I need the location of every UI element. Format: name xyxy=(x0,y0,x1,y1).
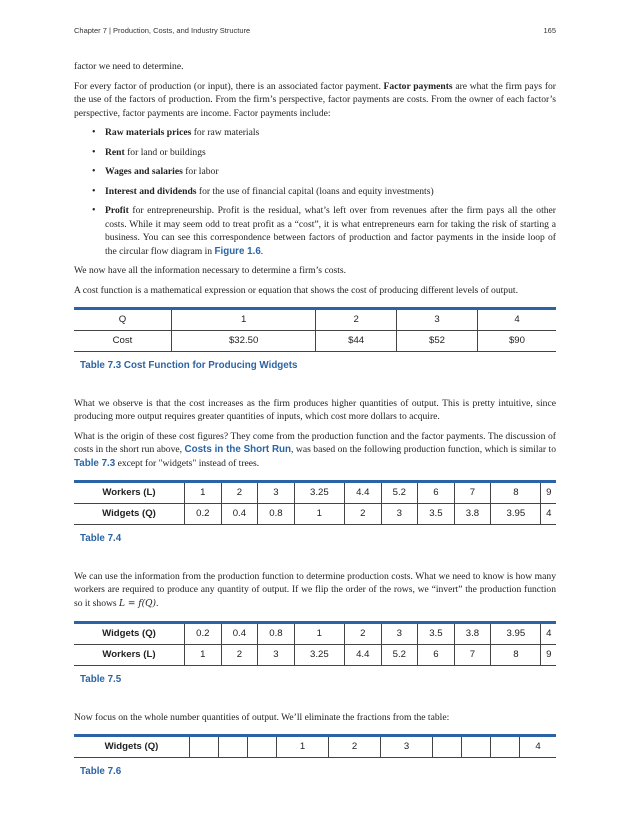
table-row xyxy=(74,504,556,525)
chapter-title: Chapter 7 | Production, Costs, and Industry Structure xyxy=(74,26,251,35)
figure-1-6-link[interactable]: Figure 1.6 xyxy=(214,245,261,257)
row-header: Widgets (Q) xyxy=(74,736,190,758)
origin-paragraph: What is the origin of these cost figures? They come from the production function and the factor payments. The discussion of costs in the short run above, Costs in the Short Run, was based on the following production function, which is similar to Table 7.3 except for "widgets" instead of trees. xyxy=(74,430,556,469)
page-header xyxy=(74,26,556,38)
table-row xyxy=(74,645,556,666)
table-cell: 1 xyxy=(185,482,222,504)
table-cell: 1 xyxy=(294,504,344,525)
table-cell: $32.50 xyxy=(172,331,316,352)
table-cell: 4 xyxy=(477,309,556,331)
costs-short-run-link[interactable]: Costs in the Short Run xyxy=(184,444,292,455)
list-item: • Rent for land or buildings xyxy=(105,146,556,160)
table-cell: 8 xyxy=(491,482,541,504)
table-cell: 1 xyxy=(294,623,344,645)
table-cell: 0.2 xyxy=(185,504,222,525)
table-cell: 0.8 xyxy=(258,623,295,645)
intro-fragment: factor we need to determine. xyxy=(74,61,184,72)
table-cell: 8 xyxy=(491,645,541,666)
factor-payments-paragraph: For every factor of production (or input), there is an associated factor payment. Factor payments are what the firm pays for the use of the factors of production. From the firm’s perspective, factor payments are costs. From the owner of each factor’s perspective, factor payments are income. Factor payments include: xyxy=(74,80,557,119)
observe-paragraph: What we observe is that the cost increases as the firm produces higher quantities of output. This is pretty intuitive, since producing more output requires greater quantities of inputs, which cost more dollars to acquire. xyxy=(74,397,556,422)
table-cell xyxy=(462,736,491,758)
table-cell: 7 xyxy=(454,645,491,666)
table-cell: 2 xyxy=(221,482,258,504)
table-cell: Cost xyxy=(74,331,172,352)
table-cell xyxy=(190,736,219,758)
row-header: Widgets (Q) xyxy=(74,623,185,645)
table-cell: 3 xyxy=(258,645,295,666)
table-7-3 xyxy=(74,307,556,352)
table-row xyxy=(74,331,556,352)
table-cell: 3 xyxy=(397,309,478,331)
table-7-6-caption: Table 7.6 xyxy=(80,766,122,777)
table-cell: 3.95 xyxy=(491,504,541,525)
table-7-4-caption: Table 7.4 xyxy=(80,533,122,544)
table-cell: 5.2 xyxy=(381,645,418,666)
page-content xyxy=(74,60,556,803)
table-cell: 2 xyxy=(316,309,397,331)
table-cell: 3.25 xyxy=(294,482,344,504)
table-cell: 2 xyxy=(221,645,258,666)
table-cell: 0.8 xyxy=(258,504,295,525)
list-item: • Profit for entrepreneurship. Profit is the residual, what’s left over from revenues after the firm pays all the other costs. While it may seem odd to treat profit as a “cost”, it is what entrepreneurs earn for taking the risk of starting a business. You can see this correspondence between factors of production and factor payments in the inside loop of the circular flow diagram in Figure 1.6. xyxy=(105,204,556,258)
table-cell: 4 xyxy=(541,504,556,525)
table-7-4 xyxy=(74,480,556,525)
table-cell: 3 xyxy=(258,482,295,504)
table-7-6 xyxy=(74,734,556,758)
table-cell: 0.4 xyxy=(221,623,258,645)
table-cell: 4.4 xyxy=(344,645,381,666)
row-header: Workers (L) xyxy=(74,482,185,504)
table-row xyxy=(74,623,556,645)
table-row xyxy=(74,736,556,758)
focus-paragraph: Now focus on the whole number quantities of output. We’ll eliminate the fractions from the table: xyxy=(74,711,450,723)
page-number: 165 xyxy=(543,26,556,35)
table-row xyxy=(74,482,556,504)
table-cell: 9 xyxy=(541,482,556,504)
table-cell: 4 xyxy=(541,623,556,645)
table-cell: 2 xyxy=(344,504,381,525)
table-cell: 2 xyxy=(329,736,381,758)
table-cell: 0.4 xyxy=(221,504,258,525)
table-7-3-caption: Table 7.3 Cost Function for Producing Widgets xyxy=(80,360,298,371)
table-cell: 3 xyxy=(381,623,418,645)
table-cell: 1 xyxy=(172,309,316,331)
list-item: • Raw materials prices for raw materials xyxy=(105,126,556,140)
table-cell: 3.25 xyxy=(294,645,344,666)
cost-function-paragraph: A cost function is a mathematical expression or equation that shows the cost of producing different levels of output. xyxy=(74,284,518,296)
table-cell xyxy=(433,736,462,758)
table-cell: 6 xyxy=(418,482,455,504)
table-cell: 3.5 xyxy=(418,504,455,525)
inverse-function-formula: L = f(Q) xyxy=(119,598,157,609)
table-cell xyxy=(491,736,520,758)
table-cell: 5.2 xyxy=(381,482,418,504)
table-row xyxy=(74,309,556,331)
table-cell: $90 xyxy=(477,331,556,352)
table-cell: 0.2 xyxy=(185,623,222,645)
table-cell: 4.4 xyxy=(344,482,381,504)
row-header: Widgets (Q) xyxy=(74,504,185,525)
info-paragraph: We now have all the information necessary to determine a firm’s costs. xyxy=(74,265,347,276)
table-cell: 1 xyxy=(277,736,329,758)
factor-payments-list xyxy=(74,126,556,258)
table-cell: $52 xyxy=(397,331,478,352)
table-cell: 3 xyxy=(381,504,418,525)
table-cell: 7 xyxy=(454,482,491,504)
table-cell: 3.5 xyxy=(418,623,455,645)
invert-paragraph: We can use the information from the production function to determine production costs. What we need to know is how many workers are required to produce any quantity of output. If we flip the order of the rows, we “invert” the production function so it shows L = f(Q). xyxy=(74,570,556,609)
table-cell: 1 xyxy=(185,645,222,666)
table-cell: 4 xyxy=(520,736,557,758)
table-7-3-link[interactable]: Table 7.3 xyxy=(74,457,116,469)
list-item: • Wages and salaries for labor xyxy=(105,165,556,179)
table-cell xyxy=(219,736,248,758)
table-cell: 3.95 xyxy=(491,623,541,645)
table-cell: Q xyxy=(74,309,172,331)
table-7-5 xyxy=(74,621,556,666)
table-cell: 2 xyxy=(344,623,381,645)
table-cell: 3 xyxy=(381,736,433,758)
table-cell xyxy=(248,736,277,758)
table-cell: 3.8 xyxy=(454,504,491,525)
table-cell: 6 xyxy=(418,645,455,666)
table-cell: 3.8 xyxy=(454,623,491,645)
table-cell: 9 xyxy=(541,645,556,666)
table-7-5-caption: Table 7.5 xyxy=(80,674,122,685)
list-item: • Interest and dividends for the use of financial capital (loans and equity investments) xyxy=(105,185,556,199)
row-header: Workers (L) xyxy=(74,645,185,666)
table-cell: $44 xyxy=(316,331,397,352)
